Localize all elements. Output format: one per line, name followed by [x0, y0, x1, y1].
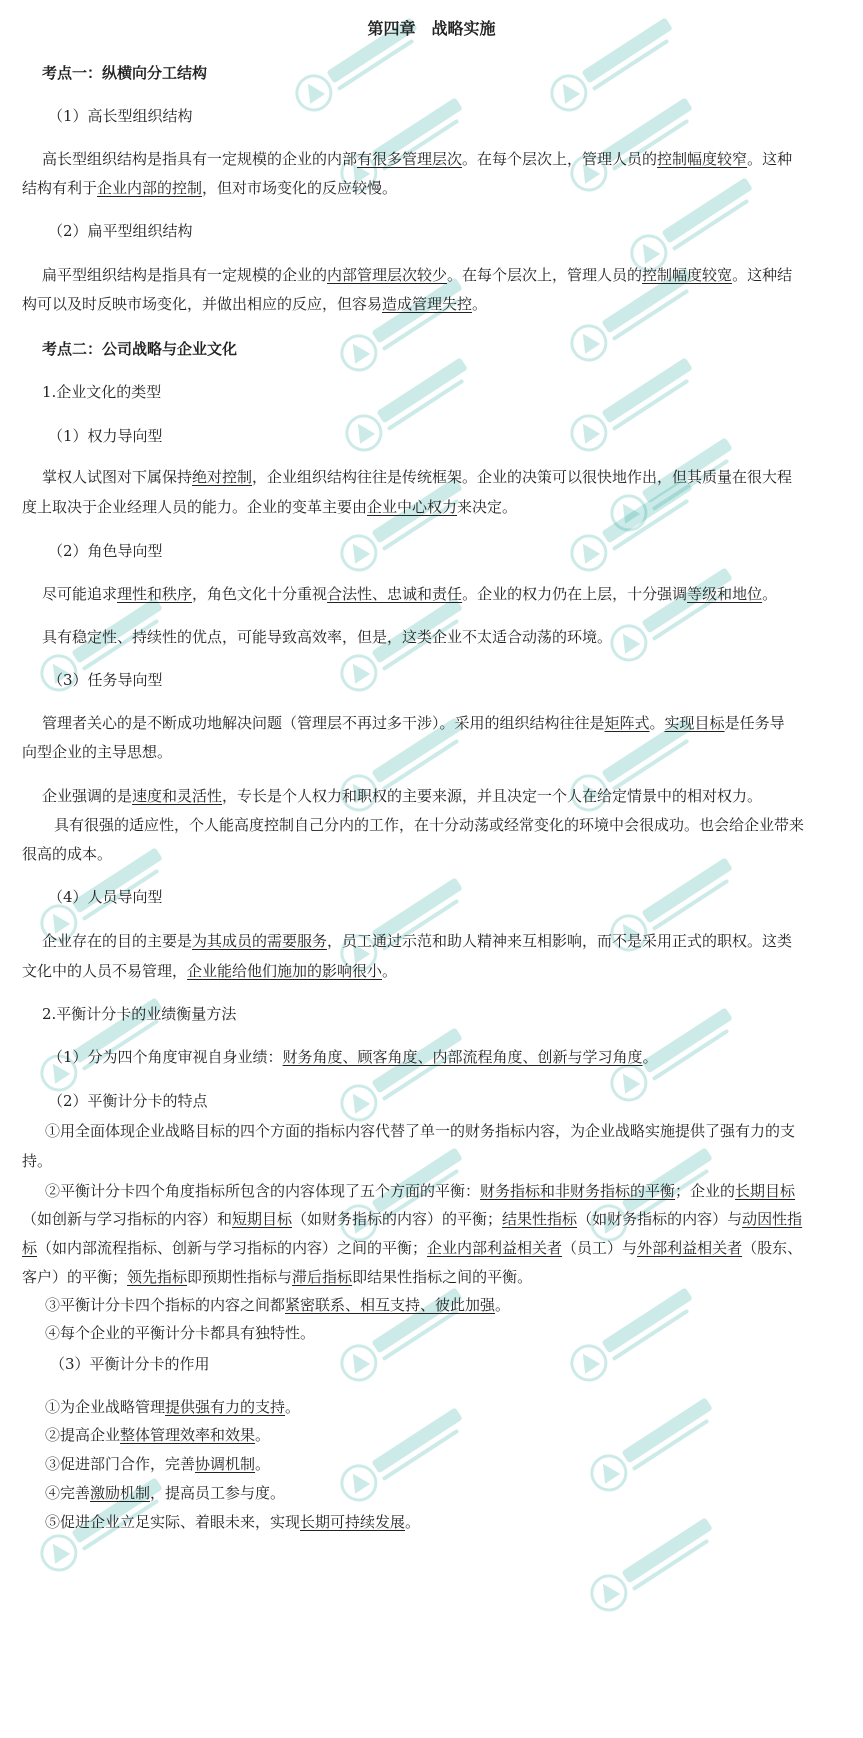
- text-segment: 。: [382, 962, 398, 980]
- text-line: [45, 1511, 863, 1533]
- text-segment: 。在每个层次上，管理人员的: [462, 150, 658, 168]
- text-line: [22, 1150, 862, 1172]
- text-line: [22, 741, 862, 763]
- underlined-key-term: 理性和秩序: [117, 585, 193, 603]
- text-segment: 扁平型组织结构是指具有一定规模的企业的: [42, 266, 328, 284]
- text-segment: 2.平衡计分卡的业绩衡量方法: [42, 1005, 237, 1023]
- text-segment: 尽可能追求: [42, 585, 118, 603]
- underlined-key-term: 短期目标: [232, 1210, 293, 1228]
- watermark-logo: [600, 553, 751, 673]
- text-line: [42, 466, 863, 488]
- text-line: [22, 960, 862, 982]
- underlined-key-term: 速度和灵活性: [132, 787, 223, 805]
- text-segment: ③平衡计分卡四个指标的内容之间都: [45, 1296, 286, 1314]
- text-line: [42, 785, 863, 807]
- text-segment: 。: [255, 1426, 271, 1444]
- text-line: [42, 583, 863, 605]
- text-segment: 掌权人试图对下属保持: [42, 468, 193, 486]
- underlined-key-term: 长期可持续发展: [300, 1513, 406, 1531]
- text-line: [22, 293, 862, 315]
- underlined-key-term: 企业内部的控制: [97, 179, 203, 197]
- text-segment: 企业存在的目的主要是: [42, 932, 193, 950]
- underlined-key-term: 有很多管理层次: [357, 150, 463, 168]
- text-segment: 。企业的权力仍在上层，十分强调: [462, 585, 688, 603]
- underlined-key-term: 控制幅度较宽: [642, 266, 733, 284]
- text-line: [22, 1237, 862, 1259]
- text-segment: 。这种: [747, 150, 793, 168]
- text-segment: ，专长是个人权力和职权的主要来源，并且决定一个人在给定情景中的相对权力。: [222, 787, 763, 805]
- text-line: [48, 540, 863, 562]
- text-line: [42, 712, 863, 734]
- text-line: [45, 1396, 863, 1418]
- text-line: [48, 669, 863, 691]
- text-segment: ②平衡计分卡四个角度指标所包含的内容体现了五个方面的平衡：: [45, 1182, 481, 1200]
- text-segment: 是任务导: [724, 714, 785, 732]
- text-segment: 持。: [22, 1152, 53, 1170]
- underlined-key-term: 企业中心权力: [367, 498, 458, 516]
- underlined-key-term: 绝对控制: [192, 468, 253, 486]
- text-segment: 考点二：公司战略与企业文化: [42, 340, 238, 358]
- text-line: [48, 1090, 863, 1112]
- underlined-key-term: 整体管理效率和效果: [120, 1426, 256, 1444]
- text-segment: 第四章 战略实施: [367, 19, 496, 38]
- text-segment: 具有很强的适应性，个人能高度控制自己分内的工作，在十分动荡或经常变化的环境中会很成功。也会给企业带来: [54, 816, 805, 834]
- text-line: [22, 177, 862, 199]
- text-line: [45, 1120, 863, 1142]
- underlined-key-term: 协调机制: [195, 1455, 256, 1473]
- text-segment: （4）人员导向型: [48, 888, 163, 906]
- text-segment: 构可以及时反映市场变化，并做出相应的反应，但容易: [22, 295, 383, 313]
- text-segment: ②提高企业: [45, 1426, 121, 1444]
- text-segment: 。这种结: [732, 266, 793, 284]
- text-segment: 来决定。: [457, 498, 518, 516]
- text-segment: （3）平衡计分卡的作用: [50, 1355, 210, 1373]
- text-segment: 。: [472, 295, 488, 313]
- text-line: [50, 1353, 863, 1375]
- text-segment: （1）权力导向型: [48, 427, 163, 445]
- text-segment: ，角色文化十分重视: [192, 585, 328, 603]
- text-segment: 考点一：纵横向分工结构: [42, 64, 208, 82]
- text-segment: 1.企业文化的类型: [42, 383, 162, 401]
- text-line: [42, 626, 863, 648]
- underlined-key-term: 矩阵式: [604, 714, 650, 732]
- text-segment: 。在每个层次上，管理人员的: [447, 266, 643, 284]
- text-segment: 度上取决于企业经理人员的能力。企业的变革主要由: [22, 498, 368, 516]
- underlined-key-term: 领先指标: [127, 1268, 188, 1286]
- underlined-key-term: 等级和地位: [687, 585, 763, 603]
- text-line: [48, 1046, 863, 1068]
- text-line: [42, 264, 863, 286]
- watermark-logo: [30, 983, 181, 1103]
- text-segment: 结构有利于: [22, 179, 98, 197]
- text-line: [22, 496, 862, 518]
- text-line: [54, 814, 863, 836]
- text-segment: ，提高员工参与度。: [150, 1484, 286, 1502]
- text-line: [42, 930, 863, 952]
- text-segment: （如财务指标的内容）的平衡；: [292, 1210, 503, 1228]
- text-segment: （如创新与学习指标的内容）和: [22, 1210, 233, 1228]
- text-segment: （员工）与: [562, 1239, 638, 1257]
- text-segment: 文化中的人员不易管理，: [22, 962, 188, 980]
- text-line: [48, 886, 863, 908]
- text-line: [42, 381, 863, 403]
- text-segment: （2）角色导向型: [48, 542, 163, 560]
- text-segment: 。: [642, 1048, 658, 1066]
- text-segment: ④完善: [45, 1484, 91, 1502]
- underlined-key-term: 内部管理层次较少: [327, 266, 448, 284]
- watermark-logo: [330, 1013, 481, 1133]
- underlined-key-term: 长期目标: [735, 1182, 796, 1200]
- text-line: [22, 1208, 862, 1230]
- underlined-key-term: 滞后指标: [292, 1268, 353, 1286]
- text-segment: （如财务指标的内容）与: [577, 1210, 743, 1228]
- text-segment: （股东、: [742, 1239, 803, 1257]
- text-segment: ；企业的: [675, 1182, 736, 1200]
- underlined-key-term: 外部利益相关者: [637, 1239, 743, 1257]
- text-segment: ①用全面体现企业战略目标的四个方面的指标内容代替了单一的财务指标内容，为企业战略实施提供了强有力的支: [45, 1122, 796, 1140]
- underlined-key-term: 造成管理失控: [382, 295, 473, 313]
- text-line: [48, 425, 863, 447]
- underlined-key-term: 紧密联系、相互支持、彼此加强: [285, 1296, 496, 1314]
- underlined-key-term: 标: [22, 1239, 38, 1257]
- text-line: [45, 1424, 863, 1446]
- text-segment: ⑤促进企业立足实际、着眼未来，实现: [45, 1513, 301, 1531]
- text-segment: 高长型组织结构是指具有一定规模的企业的内部: [42, 150, 358, 168]
- text-line: [45, 1294, 863, 1316]
- underlined-key-term: 实现目标: [664, 714, 725, 732]
- underlined-key-term: 激励机制: [90, 1484, 151, 1502]
- text-segment: 客户）的平衡；: [22, 1268, 128, 1286]
- text-line: [22, 1266, 862, 1288]
- underlined-key-term: 提供强有力的支持: [165, 1398, 286, 1416]
- text-line: [22, 843, 862, 865]
- text-segment: 。: [762, 585, 778, 603]
- page-title: [0, 18, 863, 40]
- underlined-key-term: 控制幅度较窄: [657, 150, 748, 168]
- text-segment: 很高的成本。: [22, 845, 113, 863]
- underlined-key-term: 财务角度、顾客角度、内部流程角度、创新与学习角度: [282, 1048, 643, 1066]
- text-segment: 。: [285, 1398, 301, 1416]
- text-segment: 具有稳定性、持续性的优点，可能导致高效率，但是，这类企业不太适合动荡的环境。: [42, 628, 613, 646]
- text-segment: 即预期性指标与: [187, 1268, 293, 1286]
- text-segment: ④每个企业的平衡计分卡都具有独特性。: [45, 1324, 316, 1342]
- underlined-key-term: 财务指标和非财务指标的平衡: [480, 1182, 676, 1200]
- text-segment: 。: [255, 1455, 271, 1473]
- section-heading: [42, 62, 863, 84]
- text-segment: ①为企业战略管理: [45, 1398, 166, 1416]
- text-segment: （1）分为四个角度审视自身业绩：: [48, 1048, 283, 1066]
- text-segment: 即结果性指标之间的平衡。: [352, 1268, 533, 1286]
- text-line: [45, 1180, 863, 1202]
- text-segment: 管理者关心的是不断成功地解决问题（管理层不再过多干涉）。采用的组织结构往往是: [42, 714, 605, 732]
- text-segment: ③促进部门合作，完善: [45, 1455, 196, 1473]
- underlined-key-term: 企业能给他们施加的影响很小: [187, 962, 383, 980]
- text-line: [45, 1453, 863, 1475]
- underlined-key-term: 为其成员的需要服务: [192, 932, 328, 950]
- text-segment: （2）平衡计分卡的特点: [48, 1092, 208, 1110]
- text-segment: ，员工通过示范和助人精神来互相影响，而不是采用正式的职权。这类: [327, 932, 793, 950]
- text-segment: （3）任务导向型: [48, 671, 163, 689]
- text-line: [45, 1322, 863, 1344]
- underlined-key-term: 动因性指: [742, 1210, 803, 1228]
- text-line: [42, 1003, 863, 1025]
- underlined-key-term: 合法性、忠诚和责任: [327, 585, 463, 603]
- text-segment: 。: [495, 1296, 511, 1314]
- underlined-key-term: 结果性指标: [502, 1210, 578, 1228]
- text-line: [45, 1482, 863, 1504]
- text-segment: （1）高长型组织结构: [48, 107, 193, 125]
- text-line: [48, 105, 863, 127]
- text-line: [42, 148, 863, 170]
- text-segment: 。: [405, 1513, 421, 1531]
- text-line: [48, 220, 863, 242]
- text-segment: （2）扁平型组织结构: [48, 222, 193, 240]
- section-heading: [42, 338, 863, 360]
- text-segment: 企业强调的是: [42, 787, 133, 805]
- text-segment: 向型企业的主导思想。: [22, 743, 173, 761]
- text-segment: 。: [649, 714, 665, 732]
- text-segment: ，但对市场变化的反应较慢。: [202, 179, 398, 197]
- text-segment: （如内部流程指标、创新与学习指标的内容）之间的平衡；: [37, 1239, 428, 1257]
- underlined-key-term: 企业内部利益相关者: [427, 1239, 563, 1257]
- text-segment: ，企业组织结构往往是传统框架。企业的决策可以很快地作出，但其质量在很大程: [252, 468, 793, 486]
